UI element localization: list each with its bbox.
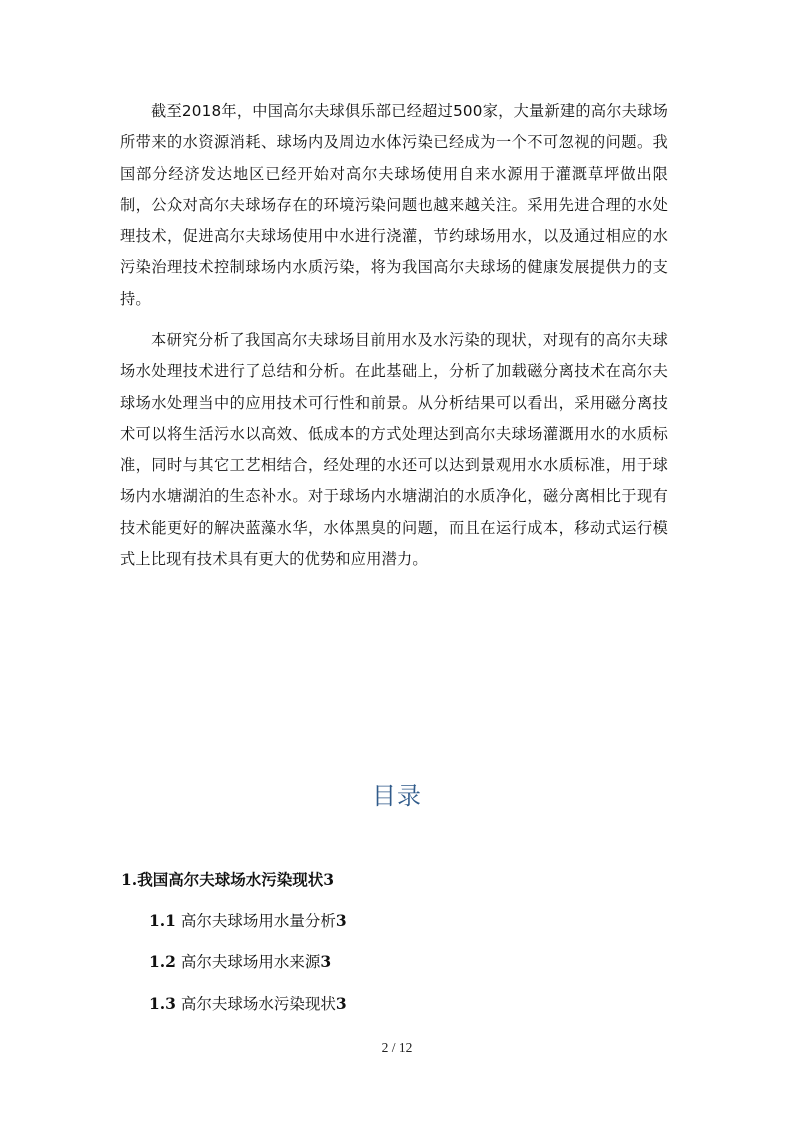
toc-entry[interactable] bbox=[121, 868, 334, 890]
toc-entry-text: 高尔夫球场水污染现状 bbox=[180, 995, 336, 1013]
toc-entry-page: 3 bbox=[335, 911, 347, 930]
toc-entry[interactable] bbox=[149, 992, 347, 1014]
toc-entry-number: 1.2 bbox=[149, 952, 176, 971]
toc-entry-text: 高尔夫球场用水量分析 bbox=[180, 912, 336, 930]
toc-entry-page: 3 bbox=[320, 952, 332, 971]
toc-entry-text: 我国高尔夫球场水污染现状 bbox=[137, 870, 324, 889]
toc-entry-page: 3 bbox=[323, 870, 334, 889]
toc-entry-number: 1.3 bbox=[149, 994, 176, 1013]
toc-entry-text: 高尔夫球场用水来源 bbox=[180, 953, 321, 971]
toc-entry[interactable] bbox=[149, 909, 347, 931]
body-paragraph: 截至2018年，中国高尔夫球俱乐部已经超过500家，大量新建的高尔夫球场所带来的水资源消耗、球场内及周边水体污染已经成为一个不可忽视的问题。我国部分经济发达地区已经开始对高尔夫球场使用自来水源用于灌溉草坪做出限制，公众对高尔夫球场存在的环境污染问题也越来越关注。采用先进合理的水处理技术，促进高尔夫球场使用中水进行浇灌，节约球场用水，以及通过相应的水污染治理技术控制球场内水质污染，将为我国高尔夫球场的健康发展提供力的支持。 bbox=[120, 102, 668, 308]
toc-entry-number: 1.1 bbox=[149, 911, 176, 930]
toc-title: 目录 bbox=[372, 782, 422, 810]
toc-entry-number: 1. bbox=[121, 870, 138, 889]
toc-entry-page: 3 bbox=[335, 994, 347, 1013]
body-paragraph: 本研究分析了我国高尔夫球场目前用水及水污染的现状，对现有的高尔夫球场水处理技术进行了总结和分析。在此基础上，分析了加载磁分离技术在高尔夫球场水处理当中的应用技术可行性和前景。从分析结果可以看出，采用磁分离技术可以将生活污水以高效、低成本的方式处理达到高尔夫球场灌溉用水的水质标准，同时与其它工艺相结合，经处理的水还可以达到景观用水水质标准，用于球场内水塘湖泊的生态补水。对于球场内水塘湖泊的水质净化，磁分离相比于现有技术能更好的解决蓝藻水华，水体黑臭的问题，而且在运行成本，移动式运行模式上比现有技术具有更大的优势和应用潜力。 bbox=[120, 331, 668, 569]
toc-entry[interactable] bbox=[149, 950, 331, 972]
page-number: 2 / 12 bbox=[381, 1040, 413, 1055]
